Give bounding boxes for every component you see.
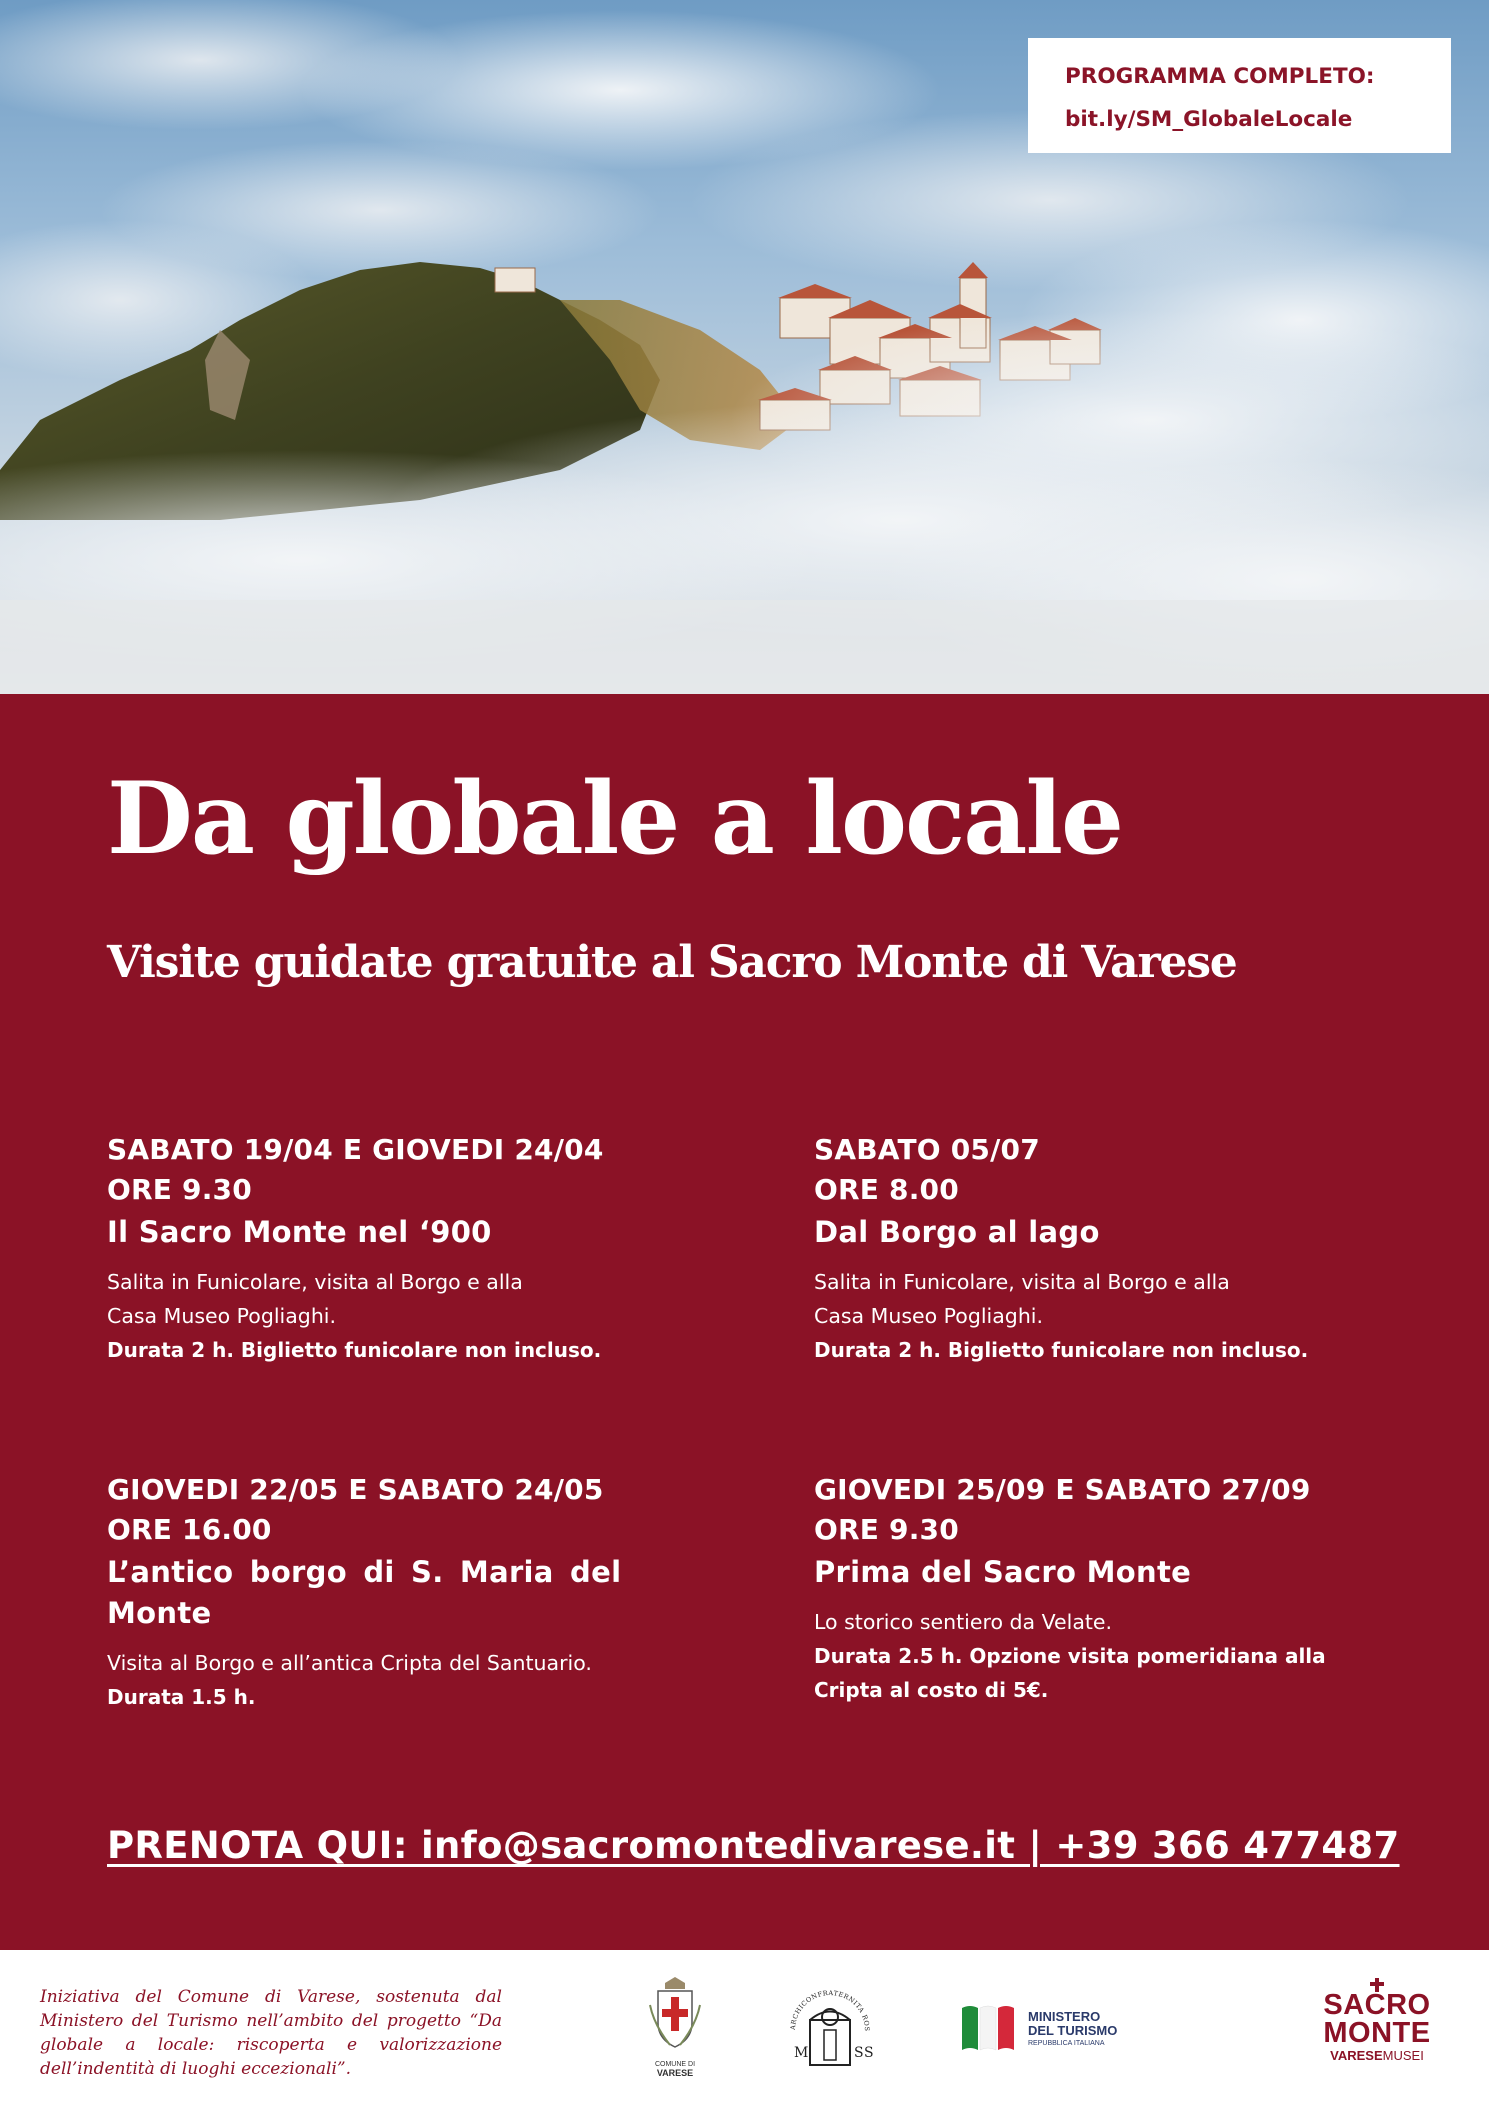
- comune-caption: VARESE: [656, 2068, 694, 2078]
- program-label: PROGRAMMA COMPLETO:: [1065, 64, 1375, 89]
- event-time: ORE 9.30: [814, 1513, 959, 1546]
- seal-letter: S: [854, 2045, 864, 2061]
- italian-flag-icon: [960, 2004, 1018, 2054]
- event-card: [814, 1470, 1374, 1707]
- event-date: GIOVEDI 25/09 E SABATO 27/09: [814, 1473, 1311, 1506]
- seal-letter: S: [864, 2045, 874, 2061]
- ministero-turismo-logo: [960, 2004, 1160, 2054]
- comune-caption: COMUNE DI: [654, 2061, 696, 2068]
- seal-letter: M: [794, 2045, 809, 2061]
- crest-icon: [640, 1975, 710, 2055]
- event-note: Cripta al costo di 5€.: [814, 1678, 1049, 1702]
- event-name: Dal Borgo al lago: [814, 1215, 1100, 1249]
- ministero-line: REPUBBLICA ITALIANA: [1028, 2040, 1105, 2047]
- event-description-line: Casa Museo Pogliaghi.: [814, 1304, 1044, 1328]
- event-note: Durata 2 h. Biglietto funicolare non incluso.: [814, 1338, 1309, 1362]
- event-description-line: Lo storico sentiero da Velate.: [814, 1610, 1113, 1634]
- comune-varese-logo: [640, 1975, 710, 2085]
- page-title: Da globale a locale: [107, 761, 1123, 877]
- confraternita-seal-logo: [780, 1975, 880, 2085]
- booking-link[interactable]: PRENOTA QUI: info@sacromontedivarese.it | +39 366 477487: [107, 1824, 1400, 1867]
- event-name-line: Monte: [107, 1596, 212, 1630]
- event-description-line: Casa Museo Pogliaghi.: [107, 1304, 337, 1328]
- sacromonte-line: VARESE: [1330, 2048, 1383, 2063]
- event-name: Il Sacro Monte nel ‘900: [107, 1215, 492, 1249]
- footer-credits: Iniziativa del Comune di Varese, sostenuta dal Ministero del Turismo nell’ambito del progetto “Da globale a locale: riscoperta e valorizzazione dell’indentità di luoghi eccezionali”.: [40, 1987, 502, 2079]
- sacromonte-line: MONTE: [1323, 2017, 1431, 2049]
- event-date: SABATO 19/04 E GIOVEDI 24/04: [107, 1133, 604, 1166]
- event-description-line: Salita in Funicolare, visita al Borgo e alla: [107, 1270, 523, 1294]
- sacromonte-line: SACRO: [1323, 1989, 1431, 2021]
- event-description-line: Visita al Borgo e all’antica Cripta del Santuario.: [107, 1651, 592, 1675]
- program-link-box[interactable]: [1028, 38, 1451, 153]
- sacromonte-musei-logo: [1312, 1978, 1442, 2068]
- seal-text: ARCHICONFRATERNITA ROS: [788, 1988, 872, 2032]
- hero-photo: [0, 0, 1489, 694]
- event-date: GIOVEDI 22/05 E SABATO 24/05: [107, 1473, 604, 1506]
- event-card: [107, 1130, 627, 1367]
- event-note: Durata 2.5 h. Opzione visita pomeridiana alla: [814, 1644, 1326, 1668]
- event-description-line: Salita in Funicolare, visita al Borgo e alla: [814, 1270, 1230, 1294]
- event-card: [814, 1130, 1374, 1367]
- seal-icon: [780, 1975, 880, 2085]
- event-card: [107, 1470, 627, 1714]
- program-link[interactable]: bit.ly/SM_GlobaleLocale: [1065, 106, 1353, 132]
- event-date: SABATO 05/07: [814, 1133, 1040, 1166]
- event-note: Durata 2 h. Biglietto funicolare non incluso.: [107, 1338, 602, 1362]
- ministero-line: DEL TURISMO: [1028, 2023, 1118, 2038]
- ministero-line: MINISTERO: [1028, 2009, 1101, 2024]
- event-name-line: L’antico borgo di S. Maria del: [107, 1555, 622, 1589]
- event-time: ORE 16.00: [107, 1513, 272, 1546]
- sacromonte-line: MUSEI: [1382, 2048, 1424, 2063]
- event-time: ORE 8.00: [814, 1173, 959, 1206]
- event-name: Prima del Sacro Monte: [814, 1555, 1192, 1589]
- event-note: Durata 1.5 h.: [107, 1685, 256, 1709]
- page-subtitle: Visite guidate gratuite al Sacro Monte di Varese: [107, 937, 1237, 988]
- event-time: ORE 9.30: [107, 1173, 252, 1206]
